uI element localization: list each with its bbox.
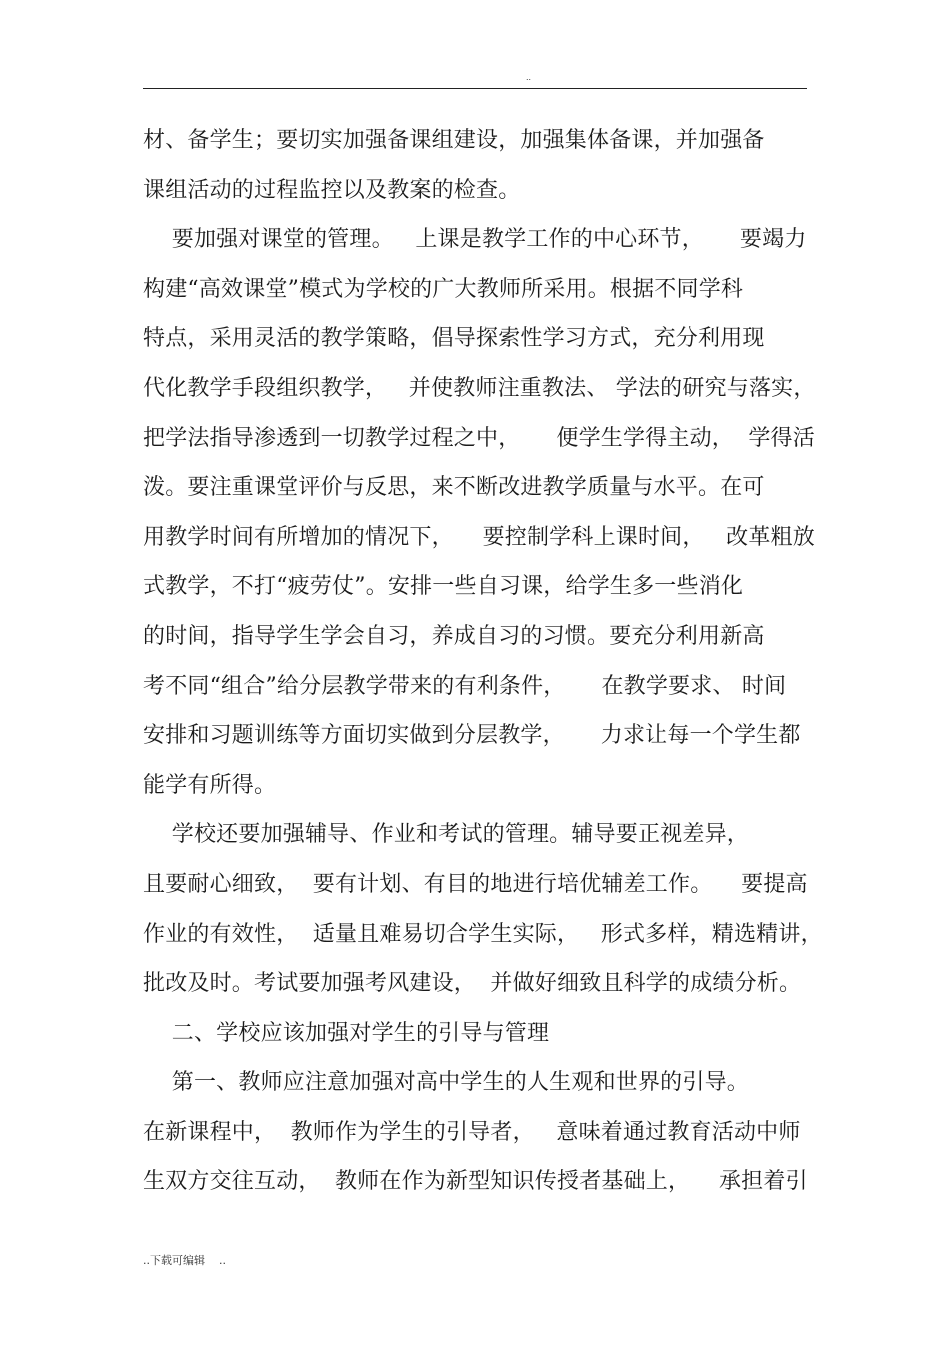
document-body: [143, 121, 823, 1212]
header-rule: [143, 88, 807, 89]
body-line: 的时间，指导学生学会自习，养成自习的习惯。要充分利用新高: [143, 623, 765, 649]
body-line: 泼。要注重课堂评价与反思，来不断改进教学质量与水平。在可: [143, 475, 765, 501]
body-line: 作业的有效性， 适量且难易切合学生实际， 形式多样，精选精讲，: [143, 921, 823, 947]
body-line: 批改及时。考试要加强考风建设， 并做好细致且科学的成绩分析。: [143, 971, 802, 997]
body-line: 构建“高效课堂”模式为学校的广大教师所采用。根据不同学科: [143, 276, 744, 302]
body-line: 材、备学生；要切实加强备课组建设，加强集体备课，并加强备: [143, 128, 765, 153]
body-line: 在新课程中， 教师作为学生的引导者， 意味着通过教育活动中师: [143, 1119, 801, 1145]
body-line: 能学有所得。: [143, 772, 277, 798]
footer-text: ..下载可编辑 ..: [143, 1254, 226, 1267]
body-line: 安排和习题训练等方面切实做到分层教学， 力求让每一个学生都: [143, 723, 801, 749]
body-line: 式教学，不打“疲劳仗”。安排一些自习课，给学生多一些消化: [143, 574, 744, 600]
body-line: 代化教学手段组织教学， 并使教师注重教法、 学法的研究与落实，: [143, 375, 816, 401]
body-line: 生双方交往互动， 教师在作为新型知识传授者基础上， 承担着引: [143, 1169, 808, 1195]
body-line: 用教学时间有所增加的情况下， 要控制学科上课时间， 改革粗放: [143, 524, 815, 550]
header-mark: ..: [526, 72, 532, 82]
body-line: 要加强对课堂的管理。 上课是教学工作的中心环节， 要竭力: [143, 227, 807, 253]
body-line: 把学法指导渗透到一切教学过程之中， 便学生学得主动， 学得活: [143, 425, 815, 451]
body-line: 课组活动的过程监控以及教案的检查。: [143, 177, 521, 203]
body-line: 考不同“组合”给分层教学带来的有利条件， 在教学要求、 时间: [143, 673, 787, 699]
body-line: 第一、教师应注意加强对高中学生的人生观和世界的引导。: [143, 1070, 749, 1096]
section-heading: 二、学校应该加强对学生的引导与管理: [143, 1020, 550, 1046]
body-line: 学校还要加强辅导、作业和考试的管理。辅导要正视差异，: [143, 822, 749, 848]
body-line: 特点，采用灵活的教学策略，倡导探索性学习方式，充分利用现: [143, 326, 765, 352]
body-line: 且要耐心细致， 要有计划、有目的地进行培优辅差工作。 要提高: [143, 871, 808, 897]
